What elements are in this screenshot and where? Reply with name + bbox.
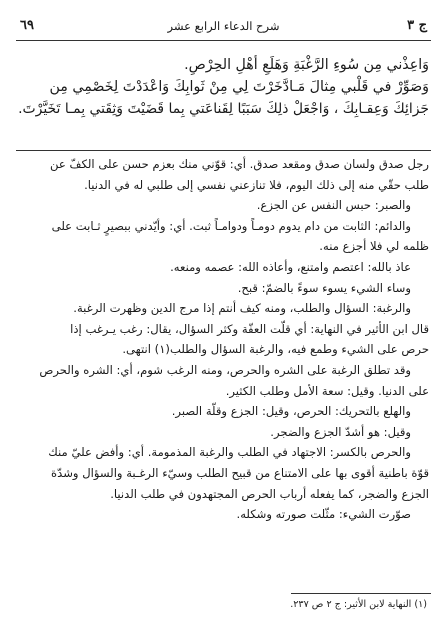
page-number: ٦٩ <box>20 18 34 33</box>
commentary-line: الجزع والضجر، كما يفعله أرباب الحرص المجتهدون في طلب الدنيا. <box>110 486 429 501</box>
volume-label: ج ٣ <box>407 18 427 33</box>
commentary-line: عاذ بالله: اعتصم وامتنع، وأعاذه الله: عصمه ومنعه. <box>170 259 411 274</box>
prayer-text <box>14 54 429 120</box>
commentary-line: صوّرت الشيء: مثّلت صورته وشكله. <box>236 507 411 522</box>
prayer-line: جَزائِكَ وَعِقـابِكَ ، وَاجْعَلْ ذلِكَ سَبَبًا لِقَناعَتي بِما قَضَيْتَ وَثِقَتي بِمـا تَخَيَّرْتَ. <box>18 101 429 117</box>
commentary-text <box>14 154 429 525</box>
commentary-line: قال ابن الأثير في النهاية: أي قلّت العفّة وكثر السؤال، يقال: رغب يـرغب إذا <box>70 321 429 336</box>
running-header <box>16 16 431 38</box>
commentary-line: وقد تطلق الرغبة على الشره والحرص، ومنه الرغب شوم، أي: الشره والحرص <box>39 362 411 377</box>
commentary-line: حرص على الشيء وطمع فيه، والرغبة السؤال والطلب(١) انتهى. <box>122 342 429 357</box>
prayer-line: وَاعِذْني مِن سُوءِ الرَّغْبَةِ وَهَلَعِ أهْلِ الحِرْصِ. <box>184 57 429 73</box>
commentary-line: قوّة باطنية أقوى بها على الامتناع من قبيح الطلب وسيّء الرغـبة والسؤال وشدّة <box>51 465 429 480</box>
commentary-line: والرغبة: السؤال والطلب، ومنه كيف أنتم إذا مرج الدين وظهرت الرغبة. <box>73 301 411 316</box>
commentary-line: والحرص بالكسر: الاجتهاد في الطلب والرغبة المذمومة. أي: وأفض عليّ منك <box>48 445 411 460</box>
footnote-divider <box>291 593 431 594</box>
commentary-line: والصبر: حبس النفس عن الجزع. <box>256 198 411 213</box>
commentary-line: ظلمه لي فلا أجزع منه. <box>319 239 429 254</box>
footnote: (١) النهاية لابن الأثير: ج ٢ ص ٢٣٧. <box>290 599 427 610</box>
commentary-line: وقيل: هو أشدّ الجزع والضجر. <box>270 424 411 439</box>
commentary-line: رجل صدق ولسان صدق ومقعد صدق. أي: قوّني منك بعزم حسن على الكفّ عن <box>50 157 429 171</box>
chapter-title: شرح الدعاء الرابع عشر <box>167 19 280 33</box>
commentary-line: على الدنيا. وقيل: سعة الأمل وطلب الكثير. <box>225 383 429 398</box>
commentary-line: والدائم: الثابت من دام يدوم دومـاً ودوامـاً ثبت. أي: وأيّدني ببصيرٍ ثـابت على <box>51 218 411 233</box>
commentary-line: وساء الشيء يسوء سوءً بالضمّ: قبح. <box>237 280 411 295</box>
prayer-line: وَصَوِّرْ في قَلْبي مِثالَ مَـادَّخَرْتَ لِي مِنْ ثَوابِكَ وَاعْدَدْتَ لِخَصْمِي مِن <box>49 79 429 95</box>
commentary-line: والهلع بالتحريك: الحرص، وقيل: الجزع وقلّة الصبر. <box>171 404 411 419</box>
header-divider <box>16 40 431 41</box>
commentary-line: طلب حقّي منه إلى ذلك اليوم، فلا تنازعني نفسي إلى طلبي له في الدنيا. <box>84 177 429 192</box>
prayer-divider <box>16 150 431 151</box>
